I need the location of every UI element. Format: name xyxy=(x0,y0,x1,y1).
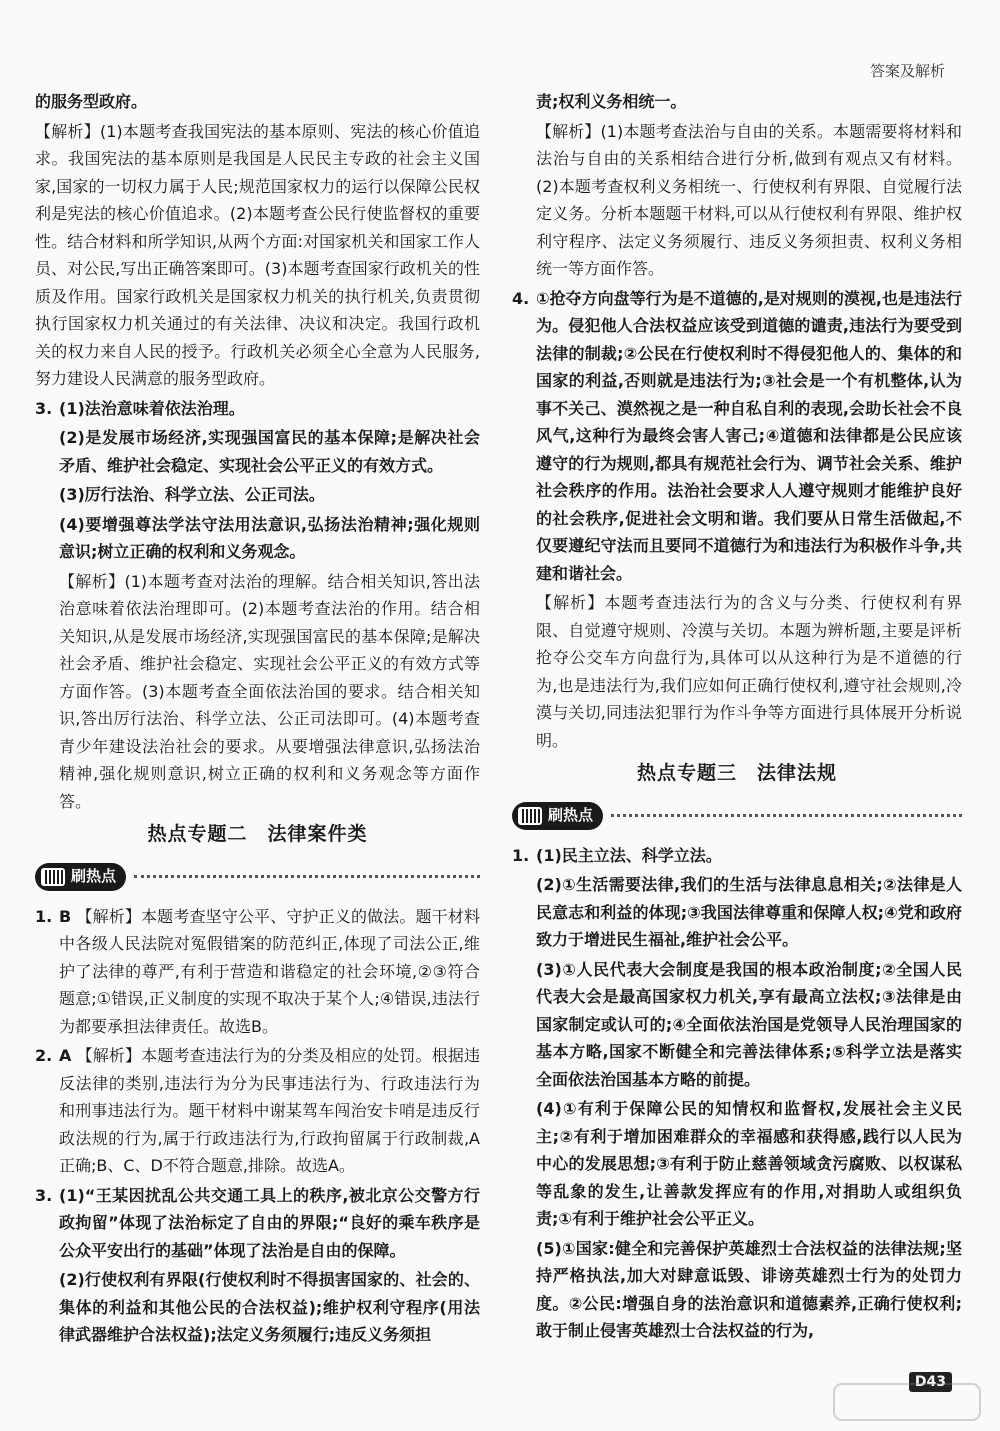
s3-q1-item-4: (4)①有利于保障公民的知情权和监督权,发展社会主义民主;②有利于增加困难群众的幸福感和获得感,践行以人民为中心的发展思想;③有利于防止慈善领域贪污腐败、以权谋私等乱象的发生,让善款发挥应有的作用,对捐助人或组织负责;①有利于维护社会公平正义。 xyxy=(536,1099,962,1228)
s2-q3-number: 3. xyxy=(35,1185,53,1205)
s2-q2-analysis: 【解析】本题考查违法行为的分类及相应的处罚。根据违反法律的类别,违法行为分为民事违法行为、行政违法行为和刑事违法行为。题干材料中谢某驾车闯治安卡哨是违反行政法规的行为,属于行政违法行为,行政拘留属于行政制裁,A正确;B、C、D不符合题意,排除。故选A。 xyxy=(59,1046,480,1175)
analysis-s2-q3: 【解析】(1)本题考查法治与自由的关系。本题需要将材料和法治与自由的关系相结合进行分析,做到有观点又有材料。(2)本题考查权利义务相统一、行使权利有界限、自觉履行法定义务。分析本题题干材料,可以从行使权利有界限、维护权利守程序、法定义务须履行、违反义务须担责、权利义务相统一等方面作答。 xyxy=(536,121,962,278)
right-column xyxy=(512,88,962,1347)
s3-q1-item-5: (5)①国家:健全和完善保护英雄烈士合法权益的法律法规;坚持严格执法,加大对肆意诋毁、诽谤英雄烈士行为的处罚力度。②公民:增强自身的法治意识和道德素养,正确行使权利;敢于制止侵害英雄烈士合法权益的行为, xyxy=(536,1238,962,1340)
q3-text-1: (1)法治意味着依法治理。 xyxy=(59,398,245,418)
hot-topic-badge-row-2 xyxy=(512,796,962,836)
barcode-icon xyxy=(518,807,542,825)
badge-label: 刷热点 xyxy=(71,866,117,885)
s2-q1 xyxy=(35,903,480,1041)
s2-q3-item-2: (2)行使权利有界限(行使权利时不得损害国家的、社会的、集体的利益和其他公民的合法权益);维护权利守程序(用法律武器维护合法权益);法定义务须履行;违反义务须担 xyxy=(59,1270,480,1344)
s2-q2-number: 2. xyxy=(35,1046,53,1065)
watermark-logo xyxy=(832,1380,982,1424)
s2-q2 xyxy=(35,1042,480,1180)
header-section-label: 答案及解析 xyxy=(869,62,945,80)
s3-q1-item-1 xyxy=(512,842,962,870)
section-title-2: 热点专题二 法律案件类 xyxy=(147,823,368,845)
left-intro: 的服务型政府。 xyxy=(35,92,148,111)
s3-q1-item-3: (3)①人民代表大会制度是我国的根本政治制度;②全国人民代表大会是最高国家权力机关,享有最高立法权;③法律是由国家制定或认可的;④全面依法治国是党领导人民治理国家的基本方略,国家不断健全和完善法律体系;⑤科学立法是落实全面依法治国基本方略的前提。 xyxy=(536,959,962,1089)
badge-label-2: 刷热点 xyxy=(548,805,594,824)
q3-number: 3. xyxy=(35,398,53,418)
s2-q4 xyxy=(512,285,962,588)
dotted-divider-2 xyxy=(611,814,962,817)
s2-q4-number: 4. xyxy=(512,288,530,308)
hot-topic-badge-2 xyxy=(512,802,603,830)
analysis-q3: 【解析】(1)本题考查对法治的理解。结合相关知识,答出法治意味着依法治理即可。(2)本题考查法治的作用。结合相关知识,从是发展市场经济,实现强国富民的基本保障;是解决社会矛盾、维护社会稳定、实现社会公平正义的有效方式等方面作答。(3)本题考查全面依法治国的要求。结合相关知识,答出厉行法治、科学立法、公正司法即可。(4)本题考查青少年建设法治社会的要求。从要增强法律意识,弘扬法治精神,强化规则意识,树立正确的权利和义务观念等方面作答。 xyxy=(59,571,480,811)
s2-q1-answer: B xyxy=(59,906,72,926)
s2-q2-answer: A xyxy=(59,1046,72,1065)
s3-q1-text-1: (1)民主立法、科学立法。 xyxy=(536,845,722,865)
s2-q4-text: ①抢夺方向盘等行为是不道德的,是对规则的漠视,也是违法行为。侵犯他人合法权益应该受到道德的谴责,违法行为要受到法律的制裁;②公民在行使权利时不得侵犯他人的、集体的和国家的利益,否则就是违法行为;③社会是一个有机整体,认为事不关己、漠然视之是一种自私自利的表现,会助长社会不良风气,这种行为最终会害人害己;④道德和法律都是公民应该遵守的行为规则,都具有规范社会行为、调节社会关系、维护社会秩序的作用。法治社会要求人人遵守规则才能维护良好的社会秩序,促进社会文明和谐。我们要从日常生活做起,不仅要遵纪守法而且要同不道德行为和违法行为积极作斗争,共建和谐社会。 xyxy=(536,288,962,583)
s2-q1-analysis: 【解析】本题考查坚守公平、守护正义的做法。题干材料中各级人民法院对冤假错案的防范纠正,体现了司法公正,维护了法律的尊严,有利于营造和谐稳定的社会环境,②③符合题意;①错误,正义制度的实现不取决于某个人;④错误,违法行为都要承担法律责任。故选B。 xyxy=(59,906,480,1036)
dotted-divider xyxy=(134,875,480,878)
s2-q3-item-1 xyxy=(35,1182,480,1265)
s2-q3-text-1: (1)“王某因扰乱公共交通工具上的秩序,被北京公交警方行政拘留”体现了法治标定了自由的界限;“良好的乘车秩序是公众平安出行的基础”体现了法治是自由的保障。 xyxy=(59,1185,480,1260)
hot-topic-badge-row xyxy=(35,857,480,897)
hot-topic-badge xyxy=(35,863,126,891)
q3-item-4: (4)要增强尊法学法守法用法意识,弘扬法治精神;强化规则意识;树立正确的权利和义务观念。 xyxy=(59,514,480,561)
left-column xyxy=(35,88,480,1351)
q3-item-3: (3)厉行法治、科学立法、公正司法。 xyxy=(59,485,325,504)
analysis-s2-q4: 【解析】本题考查违法行为的含义与分类、行使权利有界限、自觉遵守规则、冷漠与关切。本题为辨析题,主要是评析抢夺公交车方向盘行为,具体可以从这种行为是不道德的行为,也是违法行为,我们应如何正确行使权利,遵守社会规则,冷漠与关切,同违法犯罪行为作斗争等方面进行具体展开分析说明。 xyxy=(536,593,962,750)
s3-q1-number: 1. xyxy=(512,845,530,865)
s3-q1-item-2: (2)①生活需要法律,我们的生活与法律息息相关;②法律是人民意志和利益的体现;③我国法律尊重和保障人权;④党和政府致力于增进民生福祉,维护社会公平。 xyxy=(536,875,962,949)
q3-item-1 xyxy=(35,395,480,423)
analysis-q2: 【解析】(1)本题考查我国宪法的基本原则、宪法的核心价值追求。我国宪法的基本原则是我国是人民民主专政的社会主义国家,国家的一切权力属于人民;规范国家权力的运行以保障公民权利是宪法的核心价值追求。(2)本题考查公民行使监督权的重要性。结合材料和所学知识,从两个方面:对国家机关和国家工作人员、对公民,写出正确答案即可。(3)本题考查国家行政机关的性质及作用。国家行政机关是国家权力机关的执行机关,负责贯彻执行国家权力机关通过的有关法律、决议和决定。我国行政机关的权力来自人民的授予。行政机关必须全心全意为人民服务,努力建设人民满意的服务型政府。 xyxy=(35,121,480,388)
s2-q1-number: 1. xyxy=(35,906,53,926)
right-continuation: 责;权利义务相统一。 xyxy=(536,92,687,111)
barcode-icon xyxy=(41,868,65,886)
page-number: D43 xyxy=(909,1372,952,1392)
q3-item-2: (2)是发展市场经济,实现强国富民的基本保障;是解决社会矛盾、维护社会稳定、实现社会公平正义的有效方式。 xyxy=(59,428,480,475)
section-title-3: 热点专题三 法律法规 xyxy=(636,762,837,784)
